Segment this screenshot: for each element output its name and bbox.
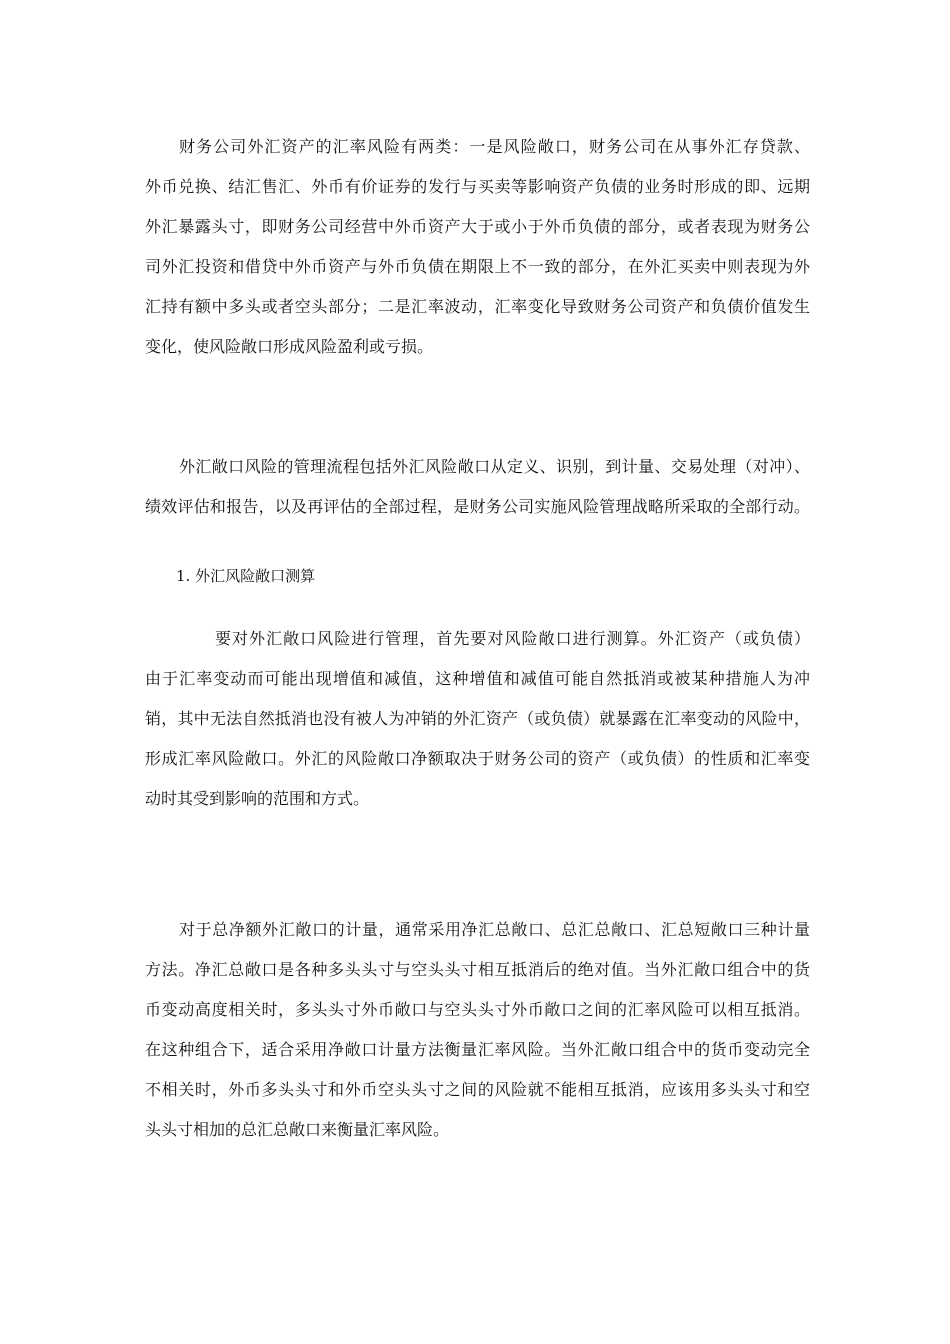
paragraph-line: 要对外汇敞口风险进行管理，首先要对风险敞口进行测算。外汇资产（或负债） xyxy=(215,629,810,648)
paragraph-line: 形成汇率风险敞口。外汇的风险敞口净额取决于财务公司的资产（或负债）的性质和汇率变 xyxy=(145,749,810,768)
paragraph-line: 在这种组合下，适合采用净敞口计量方法衡量汇率风险。当外汇敞口组合中的货币变动完全 xyxy=(145,1040,810,1059)
paragraph-line: 头头寸相加的总汇总敞口来衡量汇率风险。 xyxy=(145,1120,450,1139)
paragraph-line: 由于汇率变动而可能出现增值和减值，这种增值和减值可能自然抵消或被某种措施人为冲 xyxy=(145,669,810,688)
paragraph-fx-risk-types xyxy=(145,127,810,367)
section-heading: 1. 外汇风险敞口测算 xyxy=(176,567,316,585)
paragraph-line: 司外汇投资和借贷中外币资产与外币负债在期限上不一致的部分，在外汇买卖中则表现为外 xyxy=(145,257,810,276)
paragraph-management-process xyxy=(145,447,810,527)
paragraph-line: 不相关时，外币多头头寸和外币空头头寸之间的风险就不能相互抵消，应该用多头头寸和空 xyxy=(145,1080,810,1099)
paragraph-line: 币变动高度相关时，多头头寸外币敞口与空头头寸外币敞口之间的汇率风险可以相互抵消。 xyxy=(145,1000,810,1019)
paragraph-line: 财务公司外汇资产的汇率风险有两类：一是风险敞口，财务公司在从事外汇存贷款、 xyxy=(179,137,810,156)
paragraph-line: 方法。净汇总敞口是各种多头头寸与空头头寸相互抵消后的绝对值。当外汇敞口组合中的货 xyxy=(145,960,810,979)
paragraph-line: 绩效评估和报告，以及再评估的全部过程，是财务公司实施风险管理战略所采取的全部行动。 xyxy=(145,497,810,516)
paragraph-line: 销，其中无法自然抵消也没有被人为冲销的外汇资产（或负债）就暴露在汇率变动的风险中， xyxy=(145,709,810,728)
paragraph-line: 汇持有额中多头或者空头部分；二是汇率波动，汇率变化导致财务公司资产和负债价值发生 xyxy=(145,297,810,316)
paragraph-line: 变化，使风险敞口形成风险盈利或亏损。 xyxy=(145,337,434,356)
paragraph-net-exposure-methods xyxy=(145,910,810,1150)
paragraph-line: 对于总净额外汇敞口的计量，通常采用净汇总敞口、总汇总敞口、汇总短敞口三种计量 xyxy=(179,920,810,939)
paragraph-exposure-measurement xyxy=(145,619,810,819)
paragraph-line: 外汇暴露头寸，即财务公司经营中外币资产大于或小于外币负债的部分，或者表现为财务公 xyxy=(145,217,810,236)
paragraph-line: 外币兑换、结汇售汇、外币有价证券的发行与买卖等影响资产负债的业务时形成的即、远期 xyxy=(145,177,810,196)
paragraph-line: 动时其受到影响的范围和方式。 xyxy=(145,789,370,808)
paragraph-line: 外汇敞口风险的管理流程包括外汇风险敞口从定义、识别，到计量、交易处理（对冲）、 xyxy=(179,457,810,476)
